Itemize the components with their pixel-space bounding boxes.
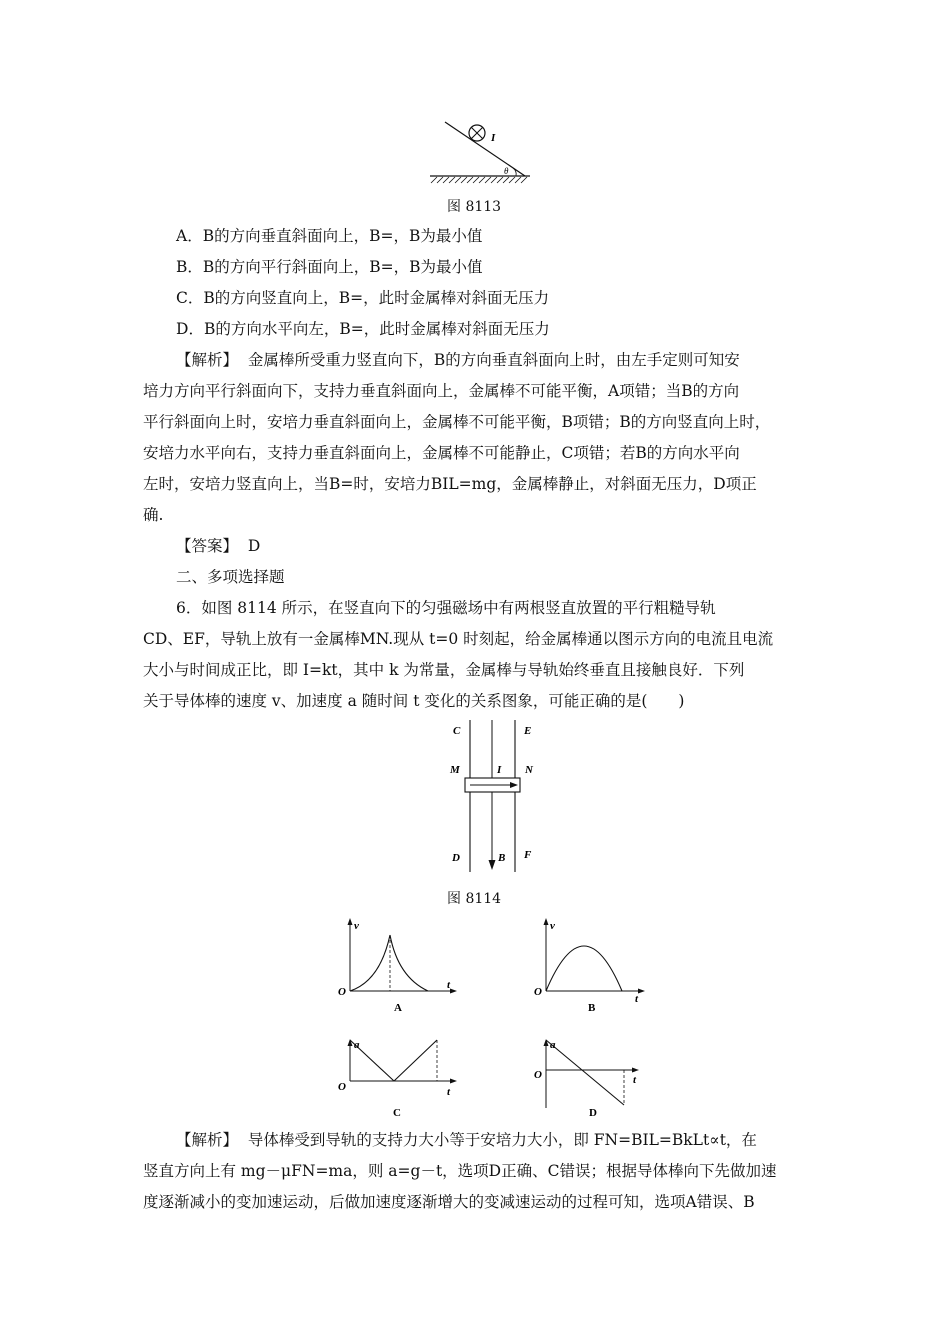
graph-a-name: A — [394, 1002, 402, 1014]
graph-d-name: D — [589, 1107, 597, 1119]
answer5-value: D — [247, 537, 261, 555]
analysis5-line-2: 培力方向平行斜面向下，支持力垂直斜面向上，金属棒不可能平衡，A项错；当B的方向 — [143, 382, 740, 400]
analysis6-line-1 — [176, 1130, 757, 1150]
option-b — [176, 257, 483, 277]
label-N: N — [525, 764, 533, 776]
option-c-letter: C — [176, 289, 188, 307]
option-c-text: ．B的方向竖直向上，B=，此时金属棒对斜面无压力 — [187, 289, 550, 307]
graph-b-xlabel: t — [635, 993, 639, 1005]
graph-a-ylabel: v — [354, 920, 359, 932]
question6-line-3: 大小与时间成正比，即 I=kt，其中 k 为常量，金属棒与导轨始终垂直且接触良好．下列 — [143, 661, 745, 679]
analysis6-line-3: 度逐渐减小的变加速运动，后做加速度逐渐增大的变减速运动的过程可知，选项A错误、B — [143, 1193, 755, 1211]
section-heading: 二、多项选择题 — [176, 568, 285, 586]
graph-c-name: C — [393, 1107, 401, 1119]
figure-8113-caption: 图 8113 — [447, 199, 502, 215]
label-B: B — [498, 852, 506, 864]
question6-line-4: 关于导体棒的速度 v、加速度 a 随时间 t 变化的关系图象，可能正确的是( ) — [143, 692, 685, 710]
question6-line-2: CD、EF，导轨上放有一金属棒MN.现从 t=0 时刻起，给金属棒通以图示方向的电流且电流 — [143, 630, 774, 648]
answer5-tag: 【答案】 — [176, 537, 239, 555]
figure-8114 — [440, 720, 550, 880]
analysis5-line-4: 安培力水平向右，支持力垂直斜面向上，金属棒不可能静止，C项错；若B的方向水平向 — [143, 444, 740, 462]
graph-b-origin: O — [534, 986, 542, 998]
graph-d — [532, 1036, 662, 1124]
graph-c — [336, 1036, 466, 1124]
analysis5-line-6: 确. — [143, 506, 164, 524]
label-I: I — [497, 764, 502, 776]
graph-a — [336, 915, 466, 1020]
question6-line-1: 6．如图 8114 所示，在竖直向下的匀强磁场中有两根竖直放置的平行粗糙导轨 — [176, 599, 716, 617]
analysis5-line-5: 左时，安培力竖直向上，当B=时，安培力BIL=mg，金属棒静止，对斜面无压力，D项正 — [143, 475, 757, 493]
option-d — [176, 319, 550, 339]
label-theta: θ — [504, 166, 509, 176]
graph-a-xlabel: t — [447, 979, 451, 991]
graph-d-xlabel: t — [633, 1074, 637, 1086]
option-d-text: ．B的方向水平向左，B=，此时金属棒对斜面无压力 — [188, 320, 550, 338]
option-d-letter: D — [176, 320, 189, 338]
label-F: F — [524, 849, 532, 861]
label-current-I: I — [491, 132, 496, 144]
option-b-letter: B — [176, 258, 188, 276]
graph-b-ylabel: v — [550, 920, 555, 932]
analysis5-line-3: 平行斜面向上时，安培力垂直斜面向上，金属棒不可能平衡，B项错；B的方向竖直向上时， — [143, 413, 771, 431]
analysis5-text-1: 金属棒所受重力竖直向下，B的方向垂直斜面向上时，由左手定则可知安 — [247, 351, 740, 369]
graph-c-origin: O — [338, 1081, 346, 1093]
option-b-text: ．B的方向平行斜面向上，B=，B为最小值 — [187, 258, 483, 276]
option-c — [176, 288, 549, 308]
option-a-letter: A — [176, 227, 188, 245]
graph-d-origin: O — [534, 1069, 542, 1081]
figure-8114-caption: 图 8114 — [447, 891, 502, 907]
label-E: E — [524, 725, 532, 737]
analysis5-line-1 — [176, 350, 740, 370]
graph-b — [532, 915, 662, 1020]
label-D: D — [452, 852, 460, 864]
graph-c-ylabel: a — [354, 1039, 360, 1051]
answer5 — [176, 536, 260, 556]
analysis6-tag: 【解析】 — [176, 1131, 239, 1149]
graph-a-origin: O — [338, 986, 346, 998]
analysis6-text-1: 导体棒受到导轨的支持力大小等于安培力大小，即 FN=BIL=BkLt∝t，在 — [247, 1131, 757, 1149]
label-M: M — [450, 764, 460, 776]
graph-b-name: B — [588, 1002, 596, 1014]
option-a — [176, 226, 482, 246]
option-a-text: ．B的方向垂直斜面向上，B=，B为最小值 — [187, 227, 483, 245]
analysis5-tag: 【解析】 — [176, 351, 239, 369]
label-C: C — [453, 725, 461, 737]
analysis6-line-2: 竖直方向上有 mg－μFN=ma，则 a=g－t，选项D正确、C错误；根据导体棒向下先做加速 — [143, 1162, 777, 1180]
figure-8113 — [425, 118, 535, 190]
graph-c-xlabel: t — [447, 1086, 451, 1098]
graph-d-ylabel: a — [550, 1039, 556, 1051]
